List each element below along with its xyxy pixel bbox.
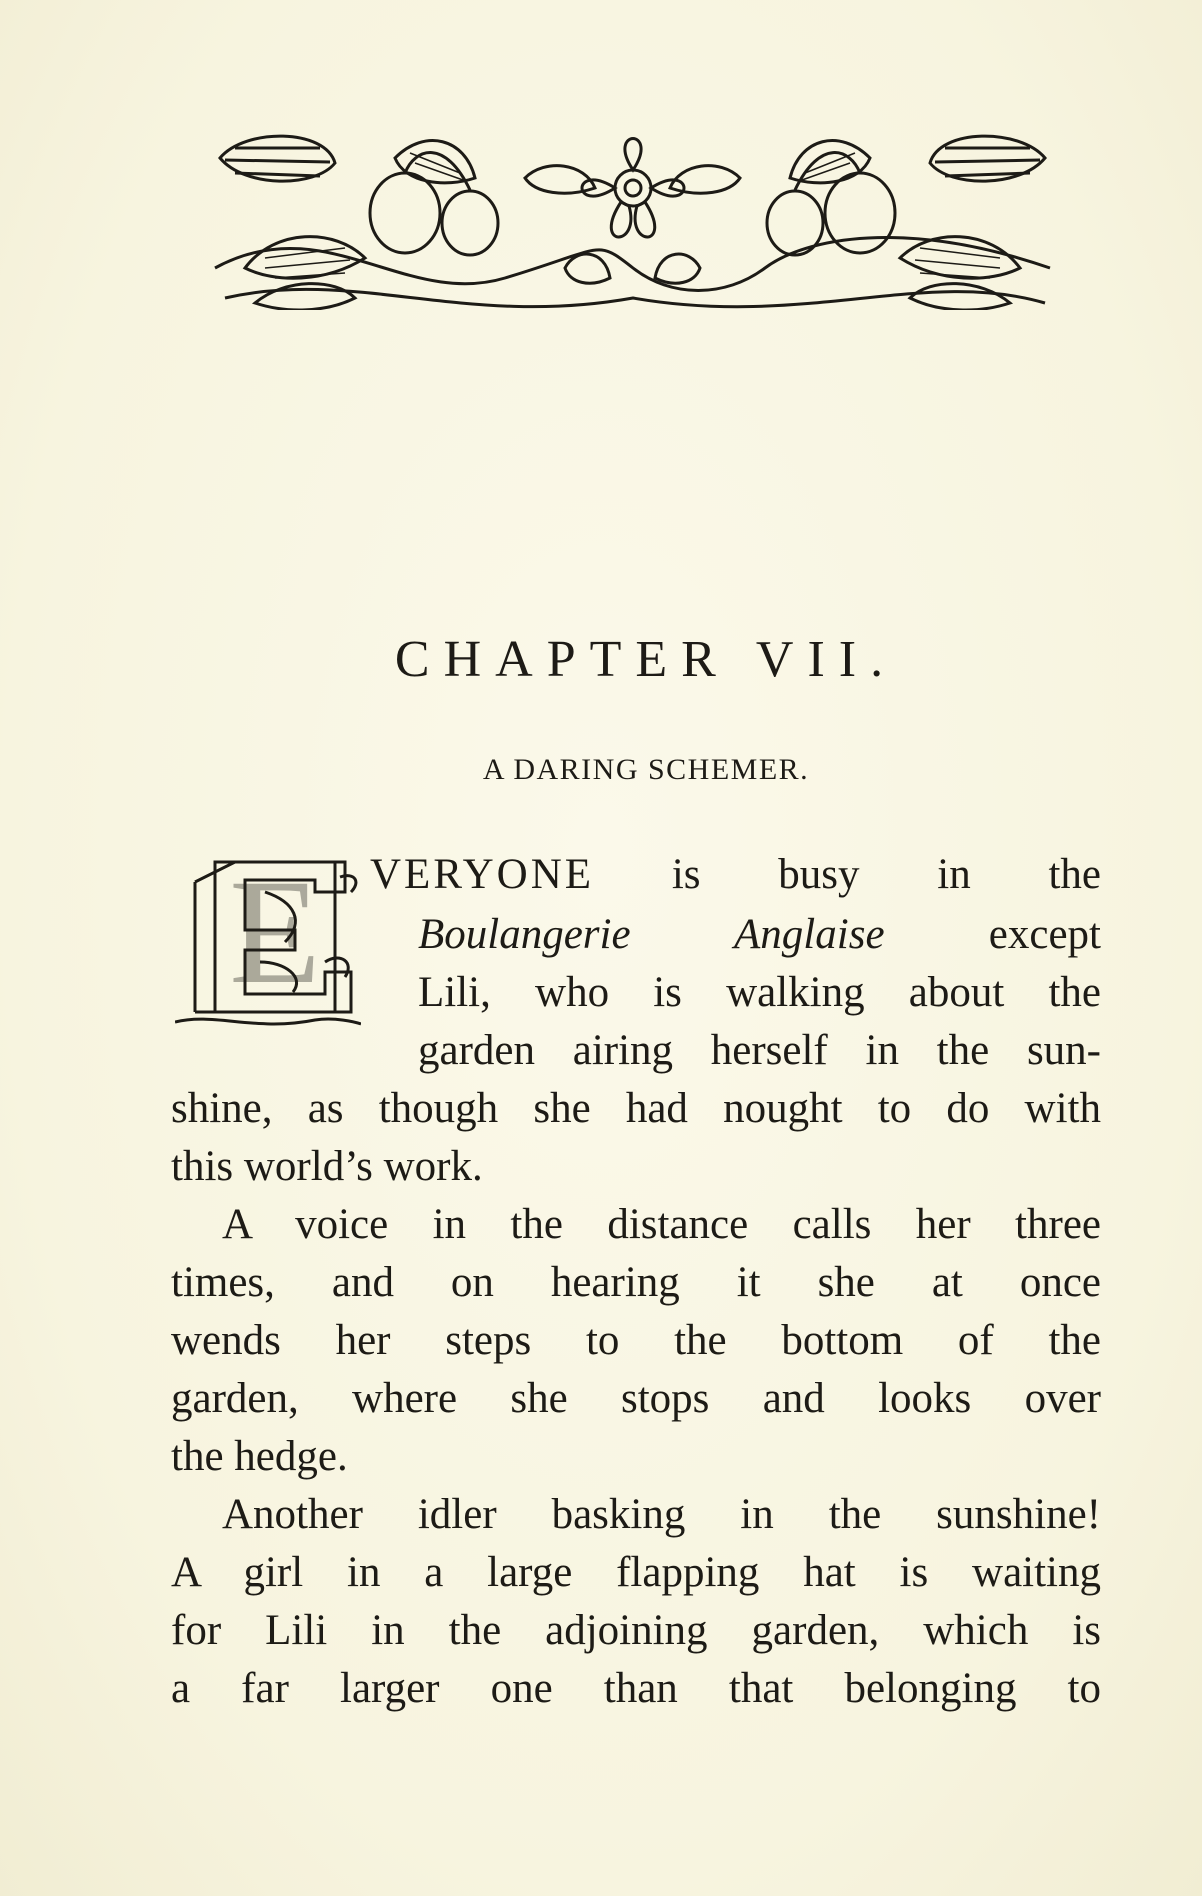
text-line: A girl in a large flapping hat is waiting [171, 1549, 1101, 1596]
text-line: wends her steps to the bottom of the [171, 1317, 1101, 1364]
text-line: times, and on hearing it she at once [171, 1259, 1101, 1306]
text-line: this world’s work. [171, 1143, 483, 1190]
chapter-subtitle: A DARING SCHEMER. [482, 753, 810, 786]
text-line: Another idler basking in the sunshine! [222, 1491, 1101, 1538]
ornate-drop-cap-icon [175, 852, 361, 1032]
text-line: a far larger one than that belonging to [171, 1665, 1101, 1712]
text-line: Lili, who is walking about the [418, 969, 1101, 1016]
text-line: the hedge. [171, 1433, 348, 1480]
text-line: for Lili in the adjoining garden, which is [171, 1607, 1101, 1654]
drop-cap-letter: E [229, 852, 321, 1015]
text-line: Boulangerie Anglaise except [418, 911, 1101, 958]
text-line: A voice in the distance calls her three [222, 1201, 1101, 1248]
chapter-title: CHAPTER VII. [394, 631, 898, 688]
floral-headpiece-icon [205, 118, 1060, 310]
text-line: garden, where she stops and looks over [171, 1375, 1101, 1422]
text-line: shine, as though she had nought to do with [171, 1085, 1101, 1132]
text-line: VERYONE is busy in the [370, 851, 1101, 898]
text-line: garden airing herself in the sun- [418, 1027, 1101, 1074]
